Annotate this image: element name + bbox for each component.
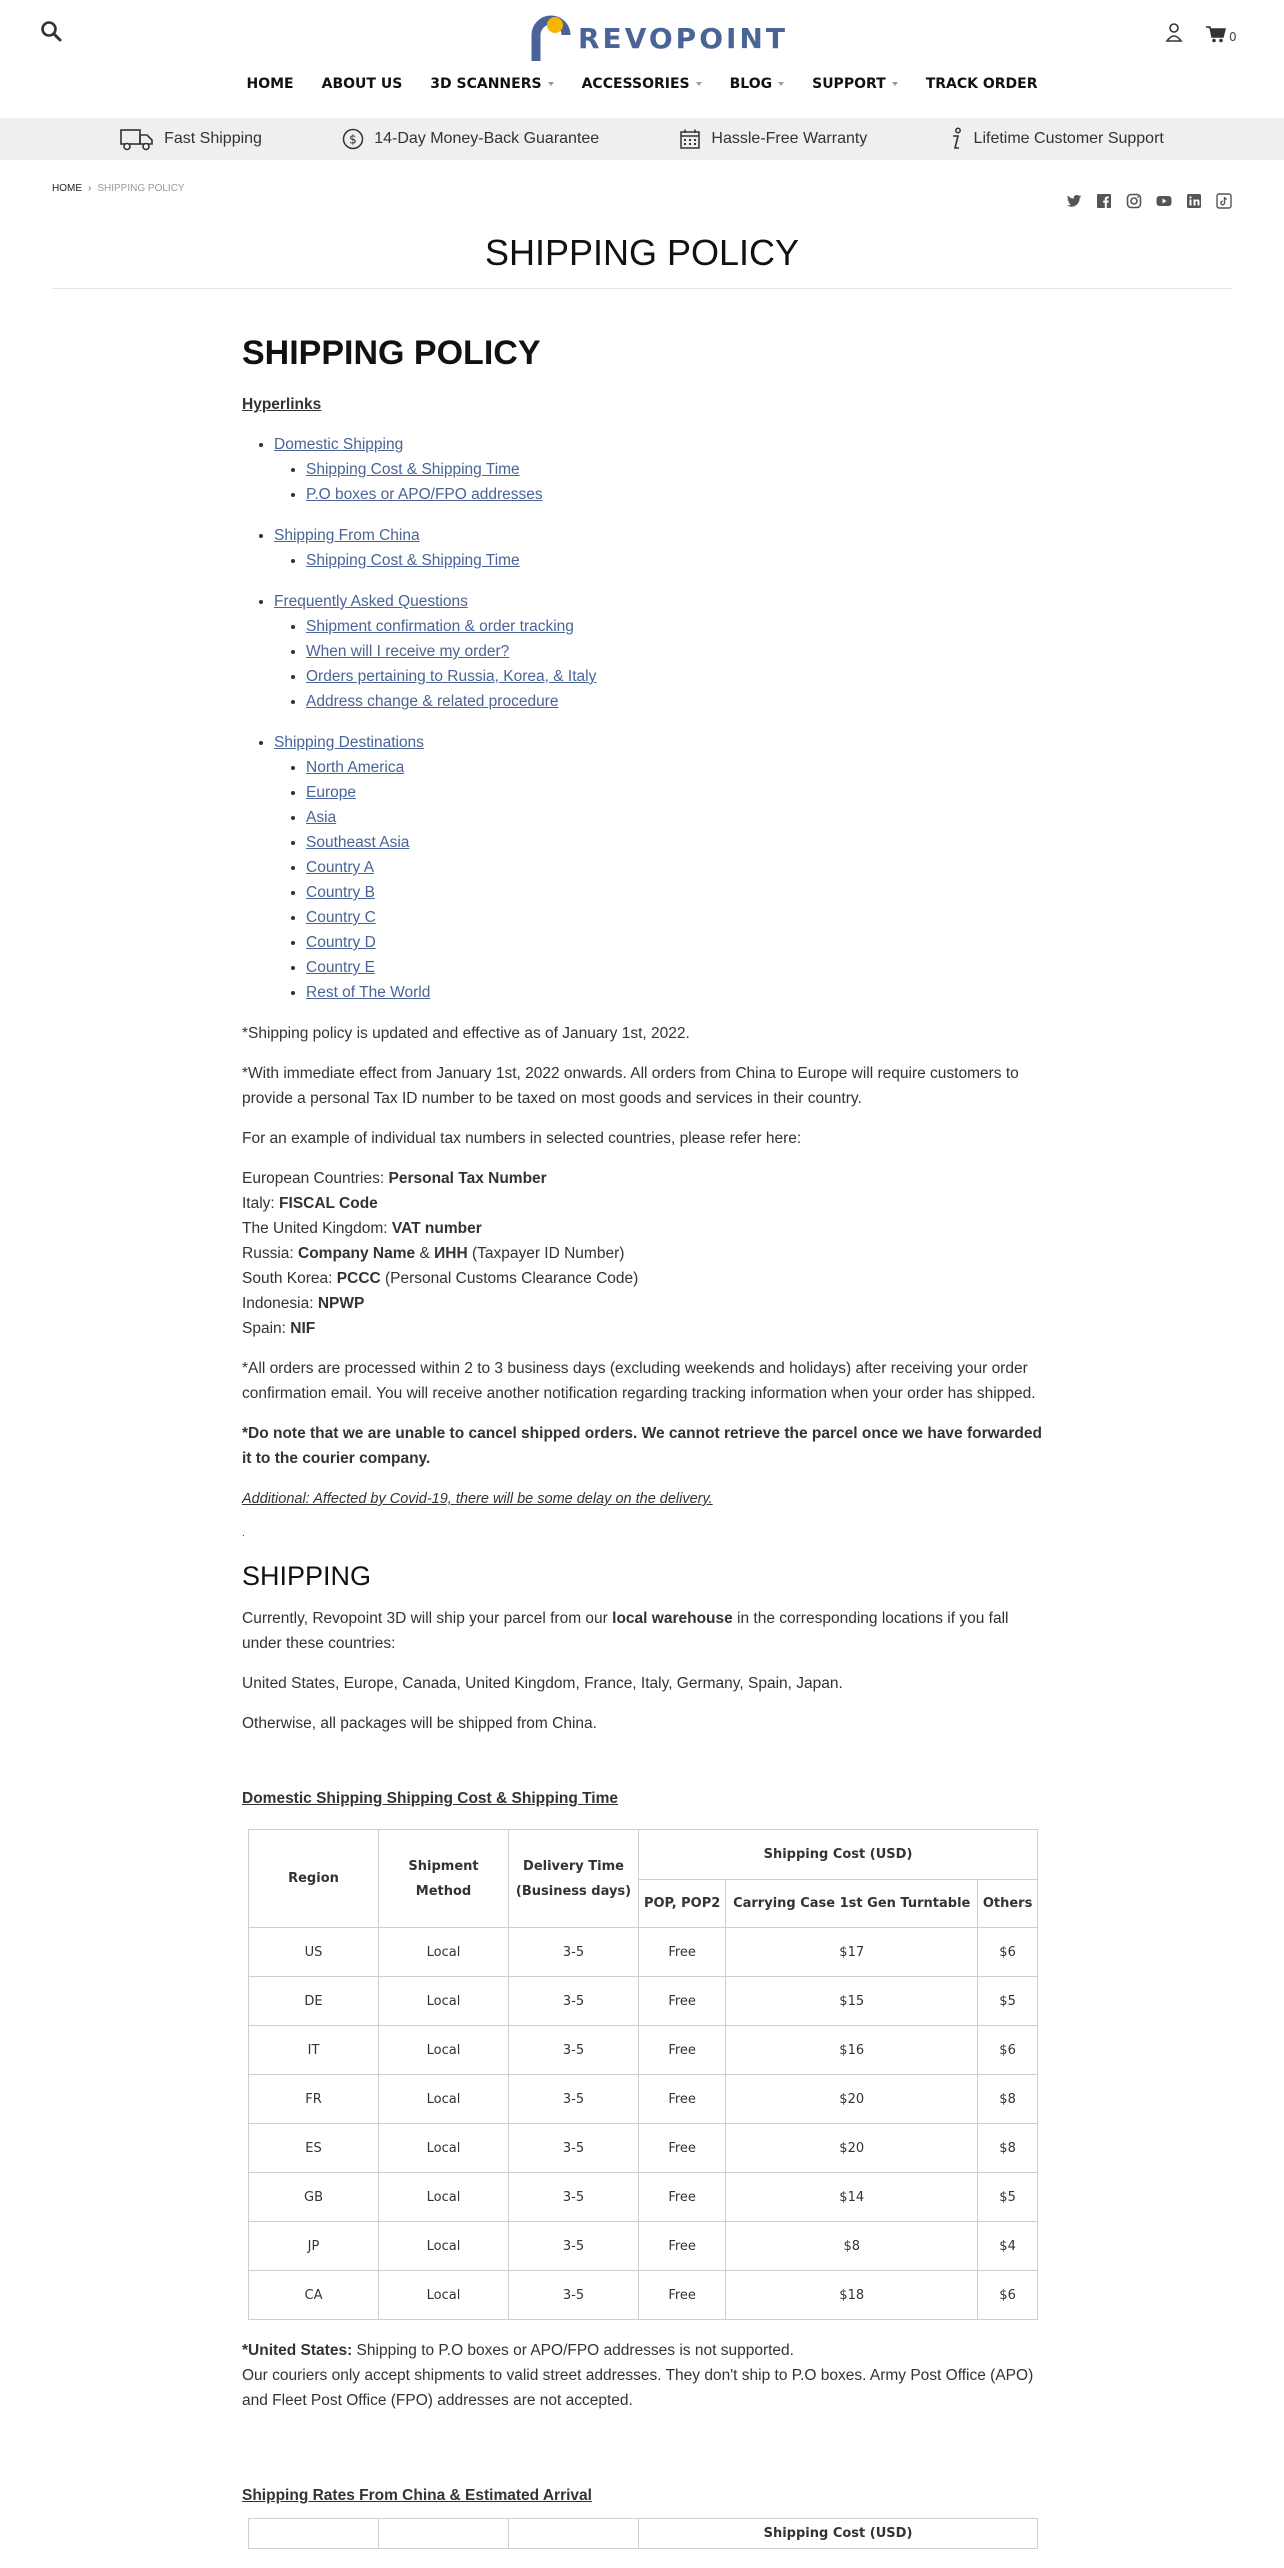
breadcrumb-current: SHIPPING POLICY xyxy=(97,183,185,194)
tax-country: South Korea: xyxy=(242,1270,337,1287)
table-row xyxy=(249,2026,1038,2075)
toc-subitem xyxy=(306,930,1042,955)
table-header: Delivery Time (Business days) xyxy=(509,1830,639,1928)
toc-section xyxy=(274,432,1042,507)
shipping-otherwise: Otherwise, all packages will be shipped from China. xyxy=(242,1715,597,1732)
table-cell: 3-5 xyxy=(509,1977,639,2026)
toc-subitem xyxy=(306,457,1042,482)
table-cell: JP xyxy=(249,2222,379,2271)
table-cell: US xyxy=(249,1928,379,1977)
tax-country: Italy: xyxy=(242,1195,280,1212)
toc-subitem xyxy=(306,855,1042,880)
table-cell: Local xyxy=(379,2271,509,2320)
tax-country: European Countries: xyxy=(242,1170,389,1187)
table-cell: FR xyxy=(249,2075,379,2124)
table-row xyxy=(249,1977,1038,2026)
table-row xyxy=(249,2271,1038,2320)
shipping-countries: United States, Europe, Canada, United Kingdom, France, Italy, Germany, Spain, Japan. xyxy=(242,1675,843,1692)
tax-value: FISCAL Code xyxy=(279,1195,378,1212)
tax-line xyxy=(242,1216,1042,1241)
instagram-icon[interactable] xyxy=(1126,193,1142,209)
covid-text: Additional: Affected by Covid-19, there will be some delay on the delivery. xyxy=(242,1491,713,1507)
dollar-coin-icon xyxy=(342,128,364,150)
toc-subitem xyxy=(306,780,1042,805)
table-cell: $14 xyxy=(726,2173,978,2222)
table-row xyxy=(249,1928,1038,1977)
table-cell: ES xyxy=(249,2124,379,2173)
note-effective: *Shipping policy is updated and effective as of January 1st, 2022. xyxy=(242,1025,690,1042)
toc-section xyxy=(274,589,1042,714)
toc-link[interactable]: Europe xyxy=(306,784,356,801)
nav-about-us[interactable] xyxy=(308,76,417,92)
twitter-icon[interactable] xyxy=(1066,193,1082,209)
tax-number-list xyxy=(242,1166,1042,1341)
usp-label: Lifetime Customer Support xyxy=(973,130,1164,147)
table-header: Region xyxy=(249,1830,379,1928)
toc-subitem xyxy=(306,905,1042,930)
brand-name: REVOPOINT xyxy=(578,21,788,55)
tax-line xyxy=(242,1191,1042,1216)
nav-label: HOME xyxy=(246,76,294,92)
nav-label: 3D SCANNERS xyxy=(430,76,542,92)
tax-sep: & xyxy=(415,1245,435,1262)
nav-3d-scanners[interactable] xyxy=(416,76,567,92)
truck-icon xyxy=(120,127,154,151)
note-cancel: *Do note that we are unable to cancel shipped orders. We cannot retrieve the parcel once we have forwarded it to the courier company. xyxy=(242,1425,1042,1467)
toc-link[interactable]: Address change & related procedure xyxy=(306,693,559,710)
policy-content xyxy=(242,330,1042,2549)
tiktok-icon[interactable] xyxy=(1216,193,1232,209)
table-cell: $6 xyxy=(978,2271,1038,2320)
table-cell: $8 xyxy=(726,2222,978,2271)
table-cell: Local xyxy=(379,2075,509,2124)
toc-subitem xyxy=(306,689,1042,714)
table-cell: Local xyxy=(379,1977,509,2026)
table-header: Shipment Method xyxy=(379,1830,509,1928)
table-cell: $17 xyxy=(726,1928,978,1977)
breadcrumb-home[interactable]: HOME xyxy=(52,183,82,194)
usp-support xyxy=(948,127,1164,151)
toc-subitem xyxy=(306,830,1042,855)
table-cell: DE xyxy=(249,1977,379,2026)
table-cell: 3-5 xyxy=(509,2124,639,2173)
table-cell: $4 xyxy=(978,2222,1038,2271)
table-cell: Free xyxy=(639,1928,726,1977)
tax-line xyxy=(242,1241,1042,1266)
toc-link[interactable]: Shipping Cost & Shipping Time xyxy=(306,552,520,569)
shipping-heading: SHIPPING xyxy=(242,1561,372,1591)
facebook-icon[interactable] xyxy=(1096,193,1112,209)
us-note-text: Shipping to P.O boxes or APO/FPO addresses is not supported. xyxy=(352,2342,794,2359)
table-header: Others xyxy=(978,1880,1038,1928)
table-cell: Free xyxy=(639,2271,726,2320)
toc-link[interactable]: Country E xyxy=(306,959,375,976)
table-cell: Free xyxy=(639,2075,726,2124)
social-links xyxy=(1066,193,1232,209)
usp-fast-shipping xyxy=(120,127,262,151)
toc-link[interactable]: Orders pertaining to Russia, Korea, & Italy xyxy=(306,668,597,685)
table-cell: Free xyxy=(639,1977,726,2026)
breadcrumb-separator: › xyxy=(88,183,92,194)
toc-subitem xyxy=(306,548,1042,573)
logo-icon xyxy=(530,13,572,63)
tax-value: Company Name xyxy=(298,1245,416,1262)
text: Currently, Revopoint 3D will ship your parcel from our xyxy=(242,1610,613,1627)
nav-label: ABOUT US xyxy=(321,76,403,92)
tax-line xyxy=(242,1266,1042,1291)
table-cell: $16 xyxy=(726,2026,978,2075)
table-cell: 3-5 xyxy=(509,2222,639,2271)
toc-link[interactable]: P.O boxes or APO/FPO addresses xyxy=(306,486,543,503)
table-row xyxy=(249,2075,1038,2124)
tax-line xyxy=(242,1166,1042,1191)
main-nav xyxy=(0,76,1284,92)
toc-subitem xyxy=(306,805,1042,830)
section-title: Domestic Shipping Shipping Cost & Shipping Time xyxy=(242,1790,619,1807)
search-icon[interactable] xyxy=(40,20,64,44)
toc-link[interactable]: Country C xyxy=(306,909,376,926)
nav-label: SUPPORT xyxy=(812,76,886,92)
table-cell: GB xyxy=(249,2173,379,2222)
nav-label: ACCESSORIES xyxy=(581,76,690,92)
usp-label: 14-Day Money-Back Guarantee xyxy=(374,130,600,147)
tax-value: VAT number xyxy=(391,1220,482,1237)
toc-subitem xyxy=(306,980,1042,1005)
shipping-intro xyxy=(242,1606,1042,1656)
usp-warranty xyxy=(679,128,867,150)
youtube-icon[interactable] xyxy=(1156,193,1172,209)
chevron-down-icon xyxy=(696,82,702,86)
table-header: Shipping Cost (USD) xyxy=(639,2519,1038,2549)
chevron-down-icon xyxy=(548,82,554,86)
chevron-down-icon xyxy=(892,82,898,86)
toc-subitem xyxy=(306,614,1042,639)
page-title: SHIPPING POLICY xyxy=(484,232,800,273)
toc-link[interactable]: Asia xyxy=(306,809,337,826)
svg-text:$: $ xyxy=(349,132,358,147)
policy-heading: SHIPPING POLICY xyxy=(242,334,541,372)
table-cell: $5 xyxy=(978,1977,1038,2026)
note-covid xyxy=(242,1486,1042,1512)
table-cell: $15 xyxy=(726,1977,978,2026)
toc-subitem xyxy=(306,664,1042,689)
note-processing: *All orders are processed within 2 to 3 business days (excluding weekends and holidays) after receiving your order confirmation email. You will receive another notification regarding tracking information when your order has shipped. xyxy=(242,1360,1036,1402)
table-cell: Local xyxy=(379,2026,509,2075)
tax-note: (Personal Customs Clearance Code) xyxy=(380,1270,639,1287)
toc-link[interactable]: When will I receive my order? xyxy=(306,643,510,660)
us-note-2: Our couriers only accept shipments to valid street addresses. They don't ship to P.O boxes. Army Post Office (APO) and Fleet Post Office (FPO) addresses are not accepted. xyxy=(242,2367,1034,2409)
table-of-contents xyxy=(242,432,1042,1005)
table-cell: $20 xyxy=(726,2075,978,2124)
table-cell: IT xyxy=(249,2026,379,2075)
nav-blog[interactable] xyxy=(716,76,799,92)
table-cell: 3-5 xyxy=(509,2173,639,2222)
divider xyxy=(52,288,1232,289)
toc-link[interactable]: Country A xyxy=(306,859,375,876)
breadcrumb xyxy=(52,183,185,194)
table-cell: 3-5 xyxy=(509,1928,639,1977)
account-icon[interactable] xyxy=(1165,22,1187,46)
tax-line xyxy=(242,1291,1042,1316)
china-rates-table xyxy=(248,2518,1038,2549)
hyperlinks-label: Hyperlinks xyxy=(242,396,322,413)
tax-value: PCCC xyxy=(336,1270,381,1287)
toc-section xyxy=(274,523,1042,573)
note-tax: *With immediate effect from January 1st, 2022 onwards. All orders from China to Europe will require customers to provide a personal Tax ID number to be taxed on most goods and services in their country. xyxy=(242,1065,1019,1107)
tax-value: NIF xyxy=(290,1320,316,1337)
table-cell: 3-5 xyxy=(509,2026,639,2075)
table-cell: 3-5 xyxy=(509,2075,639,2124)
nav-track-order[interactable] xyxy=(912,76,1052,92)
text: in the corresponding locations if you fall under these countries: xyxy=(242,1610,1009,1652)
toc-link[interactable]: Domestic Shipping xyxy=(274,436,404,453)
toc-link[interactable]: North America xyxy=(306,759,405,776)
section-title: Shipping Rates From China & Estimated Arrival xyxy=(242,2487,592,2504)
tax-intro: For an example of individual tax numbers in selected countries, please refer here: xyxy=(242,1130,802,1147)
table-row xyxy=(249,2124,1038,2173)
toc-link[interactable]: Shipping Cost & Shipping Time xyxy=(306,461,520,478)
table-cell: Free xyxy=(639,2173,726,2222)
calendar-icon xyxy=(679,128,701,150)
table-cell: Local xyxy=(379,2173,509,2222)
tax-country: Spain: xyxy=(242,1320,291,1337)
tax-value: ИНН xyxy=(434,1245,468,1262)
toc-link[interactable]: Shipping From China xyxy=(274,527,420,544)
table-cell: Free xyxy=(639,2026,726,2075)
domestic-table-title xyxy=(242,1786,1042,1811)
info-icon xyxy=(948,127,964,151)
nav-label: TRACK ORDER xyxy=(925,76,1038,92)
us-note-label: *United States: xyxy=(242,2342,353,2359)
tax-country: Indonesia: xyxy=(242,1295,318,1312)
usp-label: Fast Shipping xyxy=(164,130,262,147)
table-cell: Free xyxy=(639,2222,726,2271)
usp-money-back xyxy=(342,128,599,150)
nav-home[interactable] xyxy=(233,76,308,92)
toc-subitem xyxy=(306,880,1042,905)
china-table-title xyxy=(242,2483,1042,2508)
table-cell: $5 xyxy=(978,2173,1038,2222)
toc-link[interactable]: Rest of The World xyxy=(306,984,431,1001)
tax-value: Personal Tax Number xyxy=(388,1170,547,1187)
text: local warehouse xyxy=(612,1610,733,1627)
table-cell: $8 xyxy=(978,2075,1038,2124)
toc-subitem xyxy=(306,955,1042,980)
toc-subitem xyxy=(306,755,1042,780)
us-note xyxy=(242,2338,1042,2363)
toc-link[interactable]: Shipping Destinations xyxy=(274,734,424,751)
cart-count: 0 xyxy=(1229,30,1237,44)
tax-country: Russia: xyxy=(242,1245,298,1262)
table-cell xyxy=(249,2519,379,2549)
table-cell: Local xyxy=(379,1928,509,1977)
table-body xyxy=(249,1928,1038,2320)
table-cell: $6 xyxy=(978,2026,1038,2075)
table-cell: $20 xyxy=(726,2124,978,2173)
table-cell xyxy=(509,2519,639,2549)
linkedin-icon[interactable] xyxy=(1186,193,1202,209)
cart-button[interactable] xyxy=(1206,22,1237,46)
table-cell: $8 xyxy=(978,2124,1038,2173)
table-cell xyxy=(379,2519,509,2549)
table-cell: Free xyxy=(639,2124,726,2173)
brand-logo[interactable] xyxy=(530,10,788,66)
tax-country: The United Kingdom: xyxy=(242,1220,392,1237)
table-row xyxy=(249,2222,1038,2271)
tax-line xyxy=(242,1316,1042,1341)
toc-section xyxy=(274,730,1042,1005)
table-cell: 3-5 xyxy=(509,2271,639,2320)
nav-support[interactable] xyxy=(798,76,912,92)
tax-value: NPWP xyxy=(317,1295,365,1312)
toc-link[interactable]: Country D xyxy=(306,934,376,951)
table-row xyxy=(249,2173,1038,2222)
toc-subitem xyxy=(306,639,1042,664)
table-cell: Local xyxy=(379,2222,509,2271)
usp-label: Hassle-Free Warranty xyxy=(711,130,868,147)
domestic-rates-table xyxy=(248,1829,1038,2320)
usp-bar xyxy=(0,118,1284,160)
table-header: POP, POP2 xyxy=(639,1880,726,1928)
nav-accessories[interactable] xyxy=(568,76,716,92)
table-header: Carrying Case 1st Gen Turntable xyxy=(726,1880,978,1928)
nav-label: BLOG xyxy=(729,76,773,92)
tax-note: (Taxpayer ID Number) xyxy=(467,1245,625,1262)
table-cell: $18 xyxy=(726,2271,978,2320)
cart-icon xyxy=(1206,25,1226,43)
chevron-down-icon xyxy=(778,82,784,86)
toc-link[interactable]: Shipment confirmation & order tracking xyxy=(306,618,574,635)
table-header: Shipping Cost (USD) xyxy=(639,1830,1038,1880)
dot-text: . xyxy=(242,1528,245,1539)
table-cell: Local xyxy=(379,2124,509,2173)
table-cell: $6 xyxy=(978,1928,1038,1977)
toc-link[interactable]: Frequently Asked Questions xyxy=(274,593,468,610)
toc-subitem xyxy=(306,482,1042,507)
site-header xyxy=(0,0,1284,118)
table-cell: CA xyxy=(249,2271,379,2320)
toc-link[interactable]: Southeast Asia xyxy=(306,834,410,851)
toc-link[interactable]: Country B xyxy=(306,884,375,901)
